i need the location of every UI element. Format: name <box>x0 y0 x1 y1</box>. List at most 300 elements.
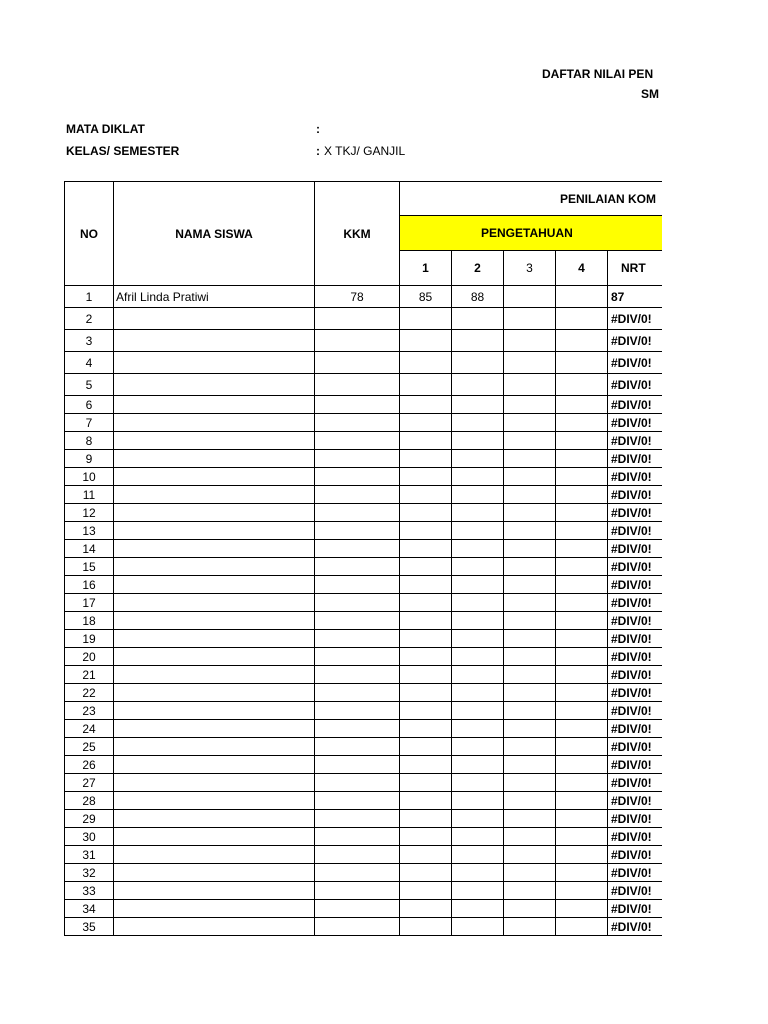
cell-nilai-2[interactable] <box>452 774 504 792</box>
cell-nilai-4[interactable] <box>556 308 608 330</box>
cell-nilai-4[interactable] <box>556 374 608 396</box>
cell-no: 34 <box>65 900 114 918</box>
cell-nama-siswa[interactable] <box>114 522 315 540</box>
cell-nama-siswa[interactable] <box>114 900 315 918</box>
cell-nama-siswa[interactable] <box>114 486 315 504</box>
cell-nrt[interactable]: #DIV/0! <box>608 594 663 612</box>
cell-nilai-1[interactable] <box>400 486 452 504</box>
cell-nilai-3[interactable] <box>504 666 556 684</box>
cell-nilai-4[interactable] <box>556 540 608 558</box>
cell-nilai-3[interactable] <box>504 486 556 504</box>
table-row <box>65 684 663 702</box>
cell-nama-siswa[interactable] <box>114 576 315 594</box>
cell-nilai-1[interactable] <box>400 846 452 864</box>
cell-nrt[interactable]: #DIV/0! <box>608 576 663 594</box>
cell-nama-siswa[interactable] <box>114 864 315 882</box>
cell-nrt[interactable]: #DIV/0! <box>608 792 663 810</box>
cell-kkm[interactable] <box>315 522 400 540</box>
cell-nilai-3[interactable] <box>504 774 556 792</box>
cell-nilai-3[interactable] <box>504 864 556 882</box>
cell-nama-siswa[interactable] <box>114 810 315 828</box>
cell-no: 20 <box>65 648 114 666</box>
cell-kkm[interactable] <box>315 828 400 846</box>
cell-nilai-4[interactable] <box>556 900 608 918</box>
cell-nama-siswa[interactable] <box>114 396 315 414</box>
cell-nama-siswa[interactable] <box>114 882 315 900</box>
cell-nrt[interactable]: #DIV/0! <box>608 432 663 450</box>
cell-nilai-2[interactable] <box>452 522 504 540</box>
col-header-nilai-2: 2 <box>452 251 504 286</box>
cell-kkm[interactable]: 78 <box>315 286 400 308</box>
cell-nilai-3[interactable] <box>504 828 556 846</box>
cell-nilai-3[interactable] <box>504 468 556 486</box>
cell-kkm[interactable] <box>315 414 400 432</box>
table-row <box>65 450 663 468</box>
cell-nrt[interactable]: #DIV/0! <box>608 756 663 774</box>
cell-nilai-2[interactable] <box>452 450 504 468</box>
cell-kkm[interactable] <box>315 540 400 558</box>
cell-nilai-1[interactable] <box>400 792 452 810</box>
table-row <box>65 330 663 352</box>
cell-kkm[interactable] <box>315 330 400 352</box>
cell-kkm[interactable] <box>315 882 400 900</box>
cell-nilai-2[interactable] <box>452 308 504 330</box>
cell-nilai-2[interactable] <box>452 792 504 810</box>
cell-nilai-3[interactable] <box>504 414 556 432</box>
cell-no: 2 <box>65 308 114 330</box>
cell-no: 7 <box>65 414 114 432</box>
cell-nilai-2[interactable] <box>452 846 504 864</box>
cell-nama-siswa[interactable] <box>114 558 315 576</box>
cell-nilai-2[interactable] <box>452 738 504 756</box>
cell-nama-siswa[interactable] <box>114 684 315 702</box>
cell-kkm[interactable] <box>315 558 400 576</box>
cell-nilai-3[interactable] <box>504 374 556 396</box>
cell-nilai-3[interactable] <box>504 594 556 612</box>
cell-nrt[interactable]: #DIV/0! <box>608 918 663 936</box>
cell-nilai-2[interactable] <box>452 540 504 558</box>
cell-nilai-4[interactable] <box>556 286 608 308</box>
cell-kkm[interactable] <box>315 468 400 486</box>
cell-nrt[interactable]: #DIV/0! <box>608 352 663 374</box>
cell-no: 9 <box>65 450 114 468</box>
cell-nilai-3[interactable] <box>504 720 556 738</box>
cell-nilai-3[interactable] <box>504 846 556 864</box>
cell-kkm[interactable] <box>315 918 400 936</box>
cell-nrt[interactable]: #DIV/0! <box>608 810 663 828</box>
cell-no: 11 <box>65 486 114 504</box>
cell-kkm[interactable] <box>315 864 400 882</box>
cell-nrt[interactable]: #DIV/0! <box>608 900 663 918</box>
cell-nilai-4[interactable] <box>556 864 608 882</box>
cell-nilai-1[interactable] <box>400 330 452 352</box>
cell-nrt[interactable]: #DIV/0! <box>608 864 663 882</box>
cell-nilai-3[interactable] <box>504 330 556 352</box>
cell-kkm[interactable] <box>315 720 400 738</box>
cell-no: 29 <box>65 810 114 828</box>
cell-nilai-2[interactable] <box>452 468 504 486</box>
cell-nilai-2[interactable] <box>452 612 504 630</box>
cell-nilai-1[interactable] <box>400 882 452 900</box>
cell-nilai-3[interactable] <box>504 630 556 648</box>
cell-nilai-3[interactable] <box>504 648 556 666</box>
cell-no: 8 <box>65 432 114 450</box>
cell-nrt[interactable]: #DIV/0! <box>608 486 663 504</box>
cell-no: 21 <box>65 666 114 684</box>
cell-no: 5 <box>65 374 114 396</box>
cell-nilai-2[interactable] <box>452 666 504 684</box>
cell-kkm[interactable] <box>315 576 400 594</box>
table-row <box>65 702 663 720</box>
mata-diklat-colon: : <box>316 122 320 136</box>
cell-no: 1 <box>65 286 114 308</box>
cell-nilai-2[interactable] <box>452 882 504 900</box>
cell-nrt[interactable]: #DIV/0! <box>608 374 663 396</box>
cell-nrt[interactable]: #DIV/0! <box>608 468 663 486</box>
cell-nilai-4[interactable] <box>556 846 608 864</box>
cell-nilai-2[interactable] <box>452 918 504 936</box>
cell-nilai-3[interactable] <box>504 558 556 576</box>
cell-nilai-1[interactable] <box>400 864 452 882</box>
cell-nama-siswa[interactable] <box>114 846 315 864</box>
cell-nrt[interactable]: 87 <box>608 286 663 308</box>
cell-no: 23 <box>65 702 114 720</box>
cell-nilai-4[interactable] <box>556 630 608 648</box>
cell-nama-siswa[interactable] <box>114 504 315 522</box>
cell-nilai-4[interactable] <box>556 432 608 450</box>
cell-nilai-2[interactable] <box>452 594 504 612</box>
cell-kkm[interactable] <box>315 792 400 810</box>
cell-nilai-4[interactable] <box>556 396 608 414</box>
cell-nilai-2[interactable] <box>452 900 504 918</box>
table-row <box>65 666 663 684</box>
table-row <box>65 612 663 630</box>
cell-nilai-4[interactable] <box>556 738 608 756</box>
kelas-semester-label: KELAS/ SEMESTER <box>66 144 180 158</box>
table-row <box>65 828 663 846</box>
cell-nrt[interactable]: #DIV/0! <box>608 450 663 468</box>
table-row <box>65 900 663 918</box>
cell-nama-siswa[interactable] <box>114 774 315 792</box>
cell-nilai-1[interactable] <box>400 374 452 396</box>
cell-nilai-4[interactable] <box>556 558 608 576</box>
cell-nama-siswa[interactable] <box>114 432 315 450</box>
cell-nilai-2[interactable] <box>452 504 504 522</box>
cell-nilai-3[interactable] <box>504 738 556 756</box>
cell-nilai-1[interactable] <box>400 630 452 648</box>
cell-no: 4 <box>65 352 114 374</box>
cell-kkm[interactable] <box>315 702 400 720</box>
cell-kkm[interactable] <box>315 374 400 396</box>
cell-nilai-2[interactable] <box>452 486 504 504</box>
cell-nilai-3[interactable] <box>504 702 556 720</box>
cell-nama-siswa[interactable] <box>114 792 315 810</box>
cell-nrt[interactable]: #DIV/0! <box>608 738 663 756</box>
cell-nrt[interactable]: #DIV/0! <box>608 774 663 792</box>
table-row <box>65 504 663 522</box>
col-header-nilai-1: 1 <box>400 251 452 286</box>
cell-kkm[interactable] <box>315 504 400 522</box>
cell-nilai-1[interactable] <box>400 396 452 414</box>
cell-nilai-4[interactable] <box>556 882 608 900</box>
cell-nilai-4[interactable] <box>556 792 608 810</box>
cell-nama-siswa[interactable] <box>114 702 315 720</box>
cell-nilai-1[interactable]: 85 <box>400 286 452 308</box>
cell-nilai-1[interactable] <box>400 612 452 630</box>
cell-nilai-4[interactable] <box>556 774 608 792</box>
cell-nrt[interactable]: #DIV/0! <box>608 522 663 540</box>
table-row <box>65 720 663 738</box>
cell-nrt[interactable]: #DIV/0! <box>608 828 663 846</box>
grades-table <box>64 181 662 936</box>
cell-nilai-3[interactable] <box>504 792 556 810</box>
table-row <box>65 738 663 756</box>
table-row <box>65 792 663 810</box>
cell-nilai-3[interactable] <box>504 918 556 936</box>
cell-nrt[interactable]: #DIV/0! <box>608 414 663 432</box>
cell-nama-siswa[interactable] <box>114 828 315 846</box>
cell-nilai-3[interactable] <box>504 432 556 450</box>
cell-nama-siswa[interactable] <box>114 308 315 330</box>
cell-kkm[interactable] <box>315 738 400 756</box>
cell-nilai-2[interactable]: 88 <box>452 286 504 308</box>
cell-nilai-3[interactable] <box>504 308 556 330</box>
cell-nilai-1[interactable] <box>400 900 452 918</box>
cell-nrt[interactable]: #DIV/0! <box>608 666 663 684</box>
cell-nilai-4[interactable] <box>556 756 608 774</box>
cell-nilai-4[interactable] <box>556 450 608 468</box>
cell-nilai-1[interactable] <box>400 540 452 558</box>
cell-nilai-2[interactable] <box>452 576 504 594</box>
cell-nilai-1[interactable] <box>400 738 452 756</box>
cell-nama-siswa[interactable] <box>114 540 315 558</box>
cell-no: 6 <box>65 396 114 414</box>
cell-kkm[interactable] <box>315 666 400 684</box>
cell-nilai-3[interactable] <box>504 352 556 374</box>
table-row <box>65 558 663 576</box>
cell-nrt[interactable]: #DIV/0! <box>608 504 663 522</box>
cell-nilai-2[interactable] <box>452 720 504 738</box>
cell-nilai-4[interactable] <box>556 468 608 486</box>
cell-nilai-2[interactable] <box>452 702 504 720</box>
cell-nilai-1[interactable] <box>400 576 452 594</box>
cell-nrt[interactable]: #DIV/0! <box>608 882 663 900</box>
cell-nilai-1[interactable] <box>400 666 452 684</box>
cell-nilai-1[interactable] <box>400 774 452 792</box>
cell-no: 10 <box>65 468 114 486</box>
col-header-penilaian: PENILAIAN KOM <box>400 182 663 216</box>
cell-nama-siswa[interactable] <box>114 450 315 468</box>
cell-no: 13 <box>65 522 114 540</box>
cell-no: 26 <box>65 756 114 774</box>
cell-nilai-1[interactable] <box>400 594 452 612</box>
cell-no: 32 <box>65 864 114 882</box>
cell-nilai-3[interactable] <box>504 504 556 522</box>
cell-nilai-2[interactable] <box>452 558 504 576</box>
cell-kkm[interactable] <box>315 450 400 468</box>
cell-kkm[interactable] <box>315 774 400 792</box>
cell-nilai-1[interactable] <box>400 702 452 720</box>
cell-nilai-1[interactable] <box>400 558 452 576</box>
cell-nama-siswa[interactable] <box>114 738 315 756</box>
cell-nilai-3[interactable] <box>504 756 556 774</box>
cell-nama-siswa[interactable] <box>114 594 315 612</box>
table-row <box>65 352 663 374</box>
cell-nilai-4[interactable] <box>556 352 608 374</box>
cell-nilai-1[interactable] <box>400 450 452 468</box>
cell-nama-siswa[interactable] <box>114 330 315 352</box>
cell-no: 30 <box>65 828 114 846</box>
cell-nama-siswa[interactable] <box>114 720 315 738</box>
cell-nrt[interactable]: #DIV/0! <box>608 630 663 648</box>
cell-nilai-2[interactable] <box>452 648 504 666</box>
cell-nilai-3[interactable] <box>504 450 556 468</box>
kelas-semester-value[interactable]: X TKJ/ GANJIL <box>324 144 406 158</box>
col-header-nilai-3: 3 <box>504 251 556 286</box>
cell-nilai-2[interactable] <box>452 630 504 648</box>
cell-nrt[interactable]: #DIV/0! <box>608 846 663 864</box>
cell-nilai-1[interactable] <box>400 468 452 486</box>
cell-nilai-4[interactable] <box>556 576 608 594</box>
cell-kkm[interactable] <box>315 630 400 648</box>
cell-nilai-2[interactable] <box>452 810 504 828</box>
cell-nilai-4[interactable] <box>556 666 608 684</box>
cell-nilai-3[interactable] <box>504 286 556 308</box>
cell-nilai-4[interactable] <box>556 414 608 432</box>
cell-nilai-2[interactable] <box>452 352 504 374</box>
cell-nama-siswa[interactable] <box>114 468 315 486</box>
cell-nilai-4[interactable] <box>556 504 608 522</box>
cell-kkm[interactable] <box>315 648 400 666</box>
table-row <box>65 846 663 864</box>
table-row <box>65 594 663 612</box>
cell-nrt[interactable]: #DIV/0! <box>608 330 663 352</box>
cell-no: 15 <box>65 558 114 576</box>
cell-nilai-3[interactable] <box>504 522 556 540</box>
cell-nilai-4[interactable] <box>556 612 608 630</box>
cell-kkm[interactable] <box>315 684 400 702</box>
cell-kkm[interactable] <box>315 352 400 374</box>
cell-nilai-4[interactable] <box>556 828 608 846</box>
cell-kkm[interactable] <box>315 432 400 450</box>
cell-kkm[interactable] <box>315 486 400 504</box>
cell-nrt[interactable]: #DIV/0! <box>608 684 663 702</box>
cell-nilai-4[interactable] <box>556 810 608 828</box>
cell-nilai-1[interactable] <box>400 918 452 936</box>
col-header-kkm: KKM <box>315 182 400 286</box>
table-row <box>65 882 663 900</box>
table-row <box>65 576 663 594</box>
cell-nama-siswa[interactable] <box>114 374 315 396</box>
cell-nilai-2[interactable] <box>452 684 504 702</box>
cell-nilai-1[interactable] <box>400 504 452 522</box>
cell-no: 16 <box>65 576 114 594</box>
cell-nilai-1[interactable] <box>400 828 452 846</box>
cell-nilai-1[interactable] <box>400 810 452 828</box>
cell-nilai-2[interactable] <box>452 756 504 774</box>
cell-nama-siswa[interactable] <box>114 612 315 630</box>
table-row <box>65 810 663 828</box>
cell-nilai-4[interactable] <box>556 330 608 352</box>
cell-nama-siswa[interactable] <box>114 648 315 666</box>
cell-nilai-2[interactable] <box>452 396 504 414</box>
cell-nilai-1[interactable] <box>400 720 452 738</box>
cell-nilai-1[interactable] <box>400 522 452 540</box>
cell-nilai-3[interactable] <box>504 612 556 630</box>
cell-nilai-3[interactable] <box>504 900 556 918</box>
cell-nilai-2[interactable] <box>452 864 504 882</box>
cell-kkm[interactable] <box>315 612 400 630</box>
cell-kkm[interactable] <box>315 846 400 864</box>
cell-nilai-4[interactable] <box>556 720 608 738</box>
cell-nilai-4[interactable] <box>556 522 608 540</box>
cell-nama-siswa[interactable] <box>114 918 315 936</box>
cell-nilai-1[interactable] <box>400 414 452 432</box>
cell-nilai-4[interactable] <box>556 648 608 666</box>
cell-nilai-3[interactable] <box>504 540 556 558</box>
cell-nilai-3[interactable] <box>504 576 556 594</box>
cell-nilai-2[interactable] <box>452 330 504 352</box>
cell-nilai-3[interactable] <box>504 810 556 828</box>
cell-nilai-4[interactable] <box>556 684 608 702</box>
cell-nama-siswa[interactable] <box>114 414 315 432</box>
cell-nilai-2[interactable] <box>452 374 504 396</box>
cell-nama-siswa[interactable] <box>114 352 315 374</box>
table-row <box>65 540 663 558</box>
cell-nilai-3[interactable] <box>504 396 556 414</box>
mata-diklat-label: MATA DIKLAT <box>66 122 145 136</box>
cell-kkm[interactable] <box>315 308 400 330</box>
cell-no: 18 <box>65 612 114 630</box>
cell-nrt[interactable]: #DIV/0! <box>608 720 663 738</box>
cell-nrt[interactable]: #DIV/0! <box>608 702 663 720</box>
cell-nilai-2[interactable] <box>452 432 504 450</box>
cell-nama-siswa[interactable] <box>114 630 315 648</box>
cell-no: 28 <box>65 792 114 810</box>
cell-nrt[interactable]: #DIV/0! <box>608 308 663 330</box>
cell-nilai-1[interactable] <box>400 648 452 666</box>
cell-nrt[interactable]: #DIV/0! <box>608 558 663 576</box>
cell-nilai-3[interactable] <box>504 684 556 702</box>
cell-nilai-1[interactable] <box>400 756 452 774</box>
cell-nilai-3[interactable] <box>504 882 556 900</box>
cell-nilai-4[interactable] <box>556 918 608 936</box>
cell-nilai-2[interactable] <box>452 828 504 846</box>
cell-nrt[interactable]: #DIV/0! <box>608 396 663 414</box>
cell-nilai-1[interactable] <box>400 432 452 450</box>
cell-nilai-4[interactable] <box>556 486 608 504</box>
cell-nrt[interactable]: #DIV/0! <box>608 648 663 666</box>
cell-nilai-1[interactable] <box>400 352 452 374</box>
cell-nilai-1[interactable] <box>400 684 452 702</box>
cell-nrt[interactable]: #DIV/0! <box>608 612 663 630</box>
cell-nilai-4[interactable] <box>556 702 608 720</box>
cell-kkm[interactable] <box>315 756 400 774</box>
col-header-nilai-4: 4 <box>556 251 608 286</box>
cell-kkm[interactable] <box>315 900 400 918</box>
cell-nrt[interactable]: #DIV/0! <box>608 540 663 558</box>
cell-kkm[interactable] <box>315 810 400 828</box>
table-row <box>65 648 663 666</box>
cell-nama-siswa[interactable] <box>114 666 315 684</box>
cell-kkm[interactable] <box>315 396 400 414</box>
cell-nilai-1[interactable] <box>400 308 452 330</box>
cell-nama-siswa[interactable] <box>114 756 315 774</box>
cell-nilai-4[interactable] <box>556 594 608 612</box>
cell-nama-siswa[interactable]: Afril Linda Pratiwi <box>114 286 315 308</box>
cell-nilai-2[interactable] <box>452 414 504 432</box>
cell-kkm[interactable] <box>315 594 400 612</box>
